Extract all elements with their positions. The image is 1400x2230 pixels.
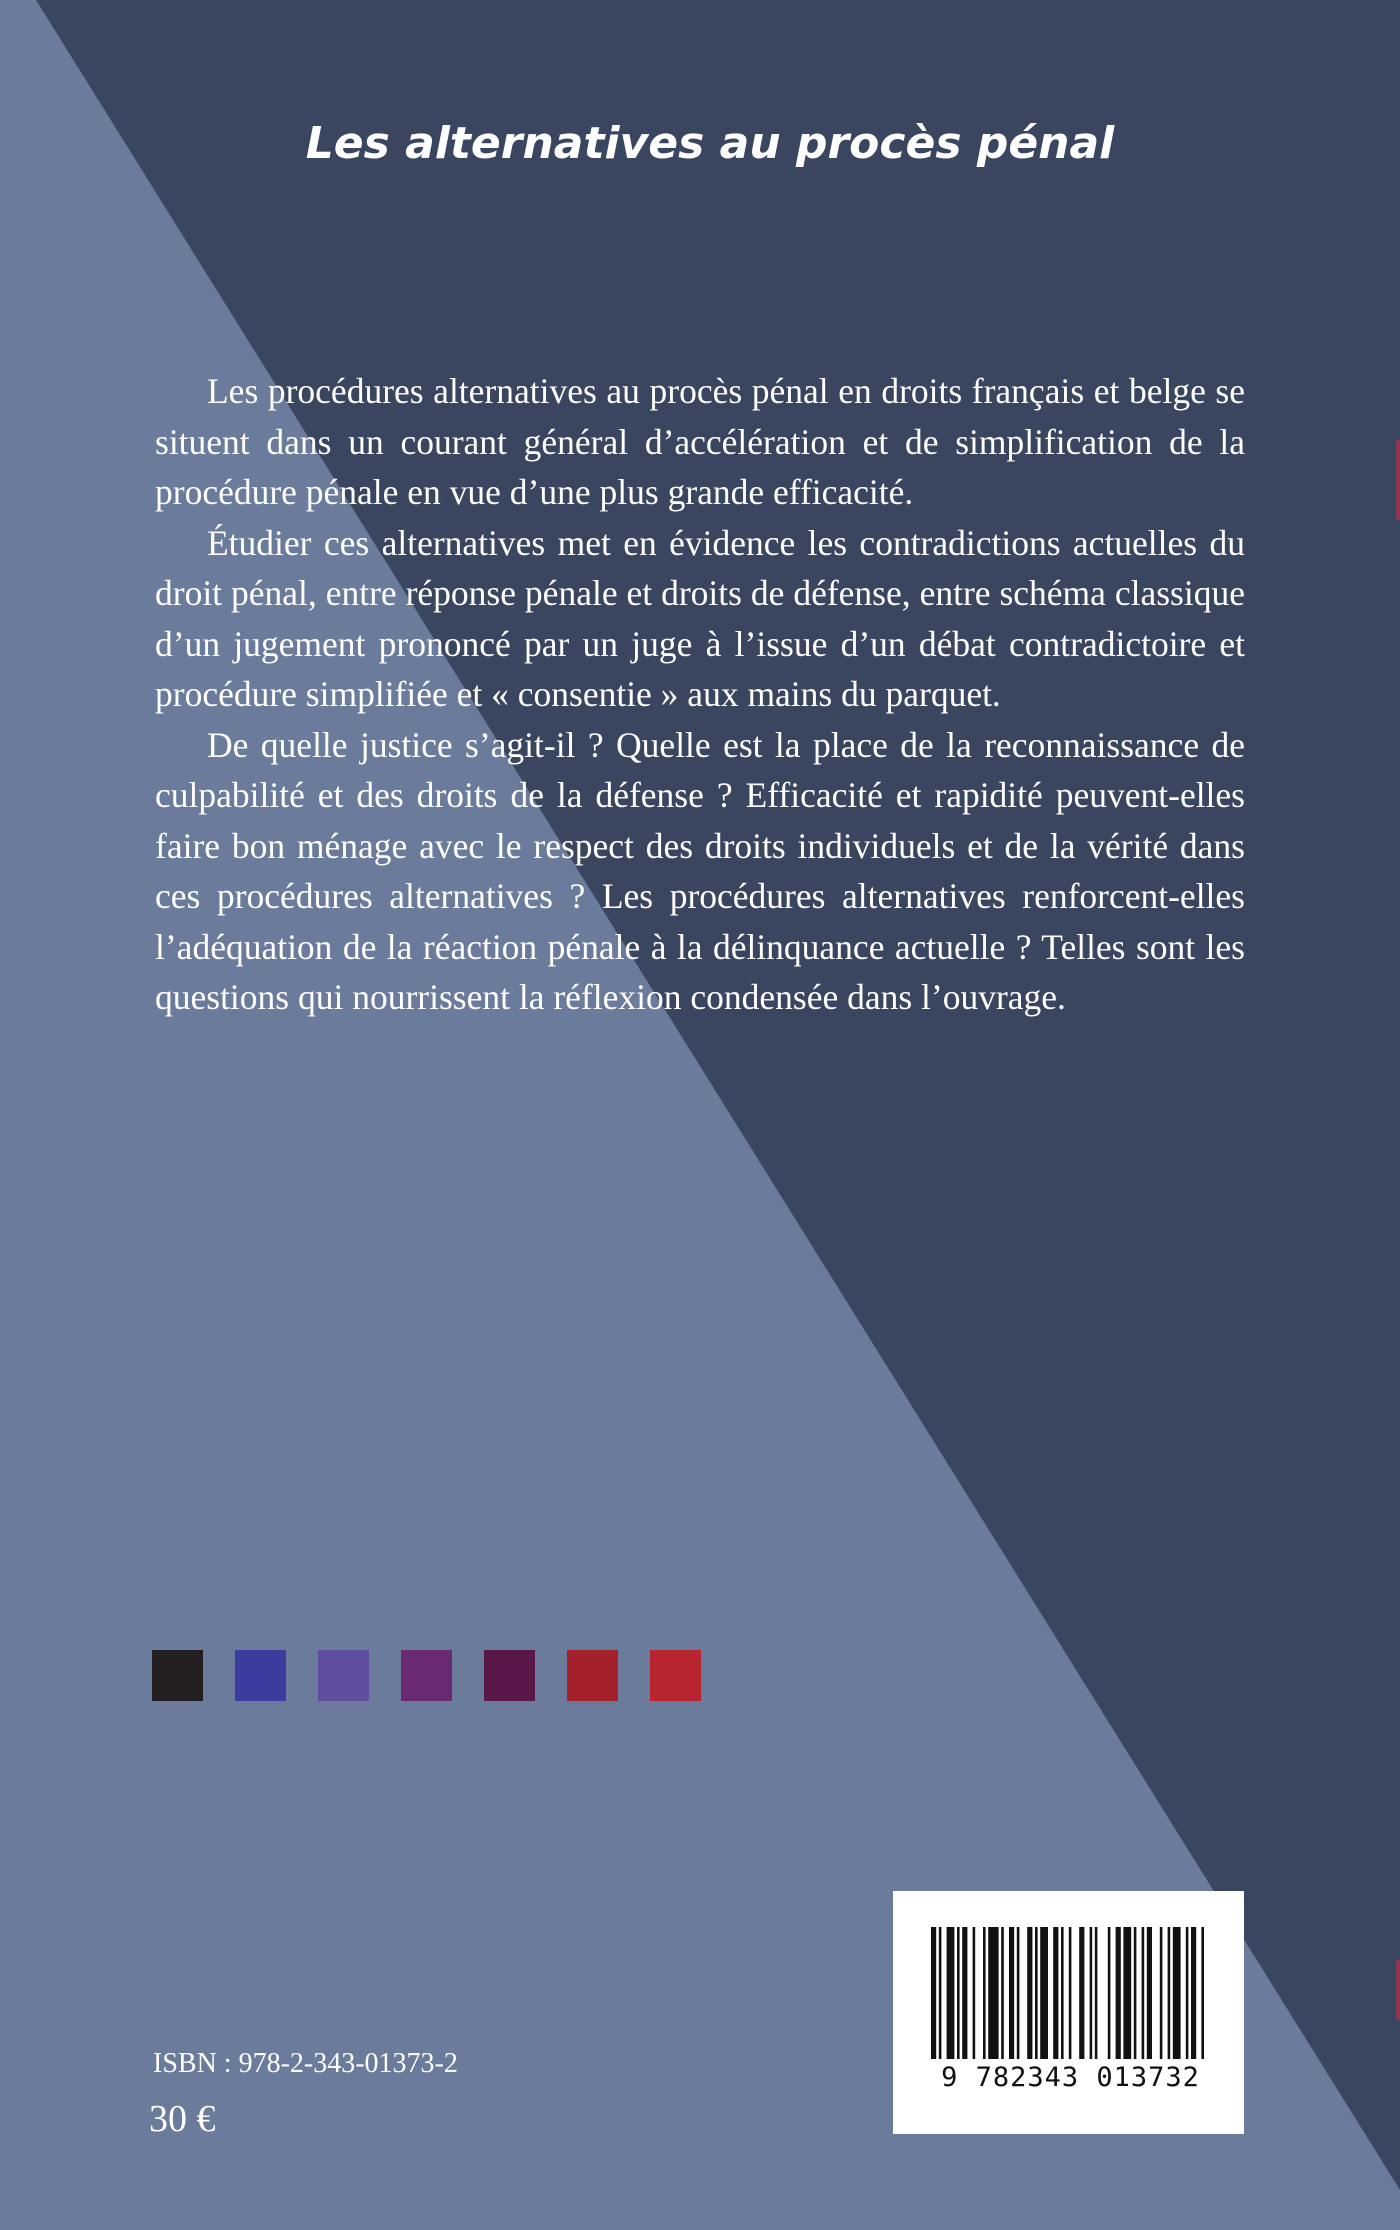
barcode-bar [962, 1927, 967, 2059]
barcode-bar [973, 1927, 976, 2059]
color-swatch-black [152, 1650, 203, 1701]
barcode-bar [1079, 1927, 1084, 2059]
barcode [893, 1891, 1244, 2134]
blurb-paragraph-3: De quelle justice s’agit-il ? Quelle est la place de la reconnaissance de culpabilité et des droits de la défense ? Efficacité et rapidité peuvent-elles faire bon ménage avec le respect des droits individuels et de la vérité dans ces procédures alternatives ? Les procédures alternatives renforcent-elles l’adéquation de la réaction pénale à la délinquance actuelle ? Telles sont les questions qui nourrissent la réflexion condensée dans l’ouvrage. [155, 724, 1245, 1017]
barcode-bar [1040, 1927, 1048, 2059]
barcode-bar [1009, 1927, 1014, 2059]
barcode-bar [1142, 1927, 1145, 2059]
barcode-bar [1090, 1927, 1093, 2059]
color-swatch-red [650, 1650, 701, 1701]
barcode-bar [1035, 1927, 1038, 2059]
barcode-bar [1168, 1927, 1171, 2059]
barcode-bar [1147, 1927, 1152, 2059]
color-swatch-purple [401, 1650, 452, 1701]
barcode-bar [1061, 1927, 1064, 2059]
color-swatch-row [152, 1650, 701, 1701]
barcode-bar [1123, 1927, 1131, 2059]
blurb-paragraph-2: Étudier ces alternatives met en évidence les contradictions actuelles du droit pénal, entre réponse pénale et droits de défense, entre schéma classique d’un jugement prononcé par un juge à l’issue d’un débat contradictoire et procédure simplifiée et « consentie » aux mains du parquet. [155, 522, 1245, 714]
color-swatch-blue [235, 1650, 286, 1701]
barcode-bar [1017, 1927, 1020, 2059]
barcode-bars [893, 1891, 1244, 2134]
barcode-bar [1069, 1927, 1072, 2059]
barcode-bar [1134, 1927, 1137, 2059]
edge-mark-top [1396, 440, 1400, 520]
edge-mark-bottom [1396, 1960, 1400, 2020]
color-swatch-dark-red [567, 1650, 618, 1701]
book-title: Les alternatives au procès pénal [305, 118, 1115, 169]
color-swatch-plum [484, 1650, 535, 1701]
barcode-bar [1108, 1927, 1111, 2059]
back-cover-blurb [155, 366, 1245, 1023]
barcode-bar [1001, 1927, 1004, 2059]
blurb-paragraph-1: Les procédures alternatives au procès pénal en droits français et belge se situent dans un courant général d’accélération et de simplification de la procédure pénale en vue d’une plus grande efficacité. [155, 371, 1245, 512]
barcode-bar [1191, 1927, 1196, 2059]
barcode-bar [1186, 1927, 1189, 2059]
barcode-bar [983, 1927, 986, 2059]
barcode-digits: 9 782343 013732 [941, 2062, 1200, 2093]
barcode-bar [1201, 1927, 1204, 2059]
barcode-bar [1053, 1927, 1058, 2059]
barcode-bar [939, 1927, 942, 2059]
barcode-bar [1027, 1927, 1032, 2059]
barcode-bar [957, 1927, 960, 2059]
price-label: 30 € [149, 2098, 216, 2140]
barcode-bar [988, 1927, 998, 2059]
barcode-bar [1095, 1927, 1098, 2059]
color-swatch-violet [318, 1650, 369, 1701]
barcode-bar [1173, 1927, 1181, 2059]
barcode-bar [1116, 1927, 1121, 2059]
barcode-bar [947, 1927, 955, 2059]
barcode-bar [931, 1927, 936, 2059]
barcode-bar [1160, 1927, 1163, 2059]
isbn-label: ISBN : 978-2-343-01373-2 [153, 2048, 458, 2079]
